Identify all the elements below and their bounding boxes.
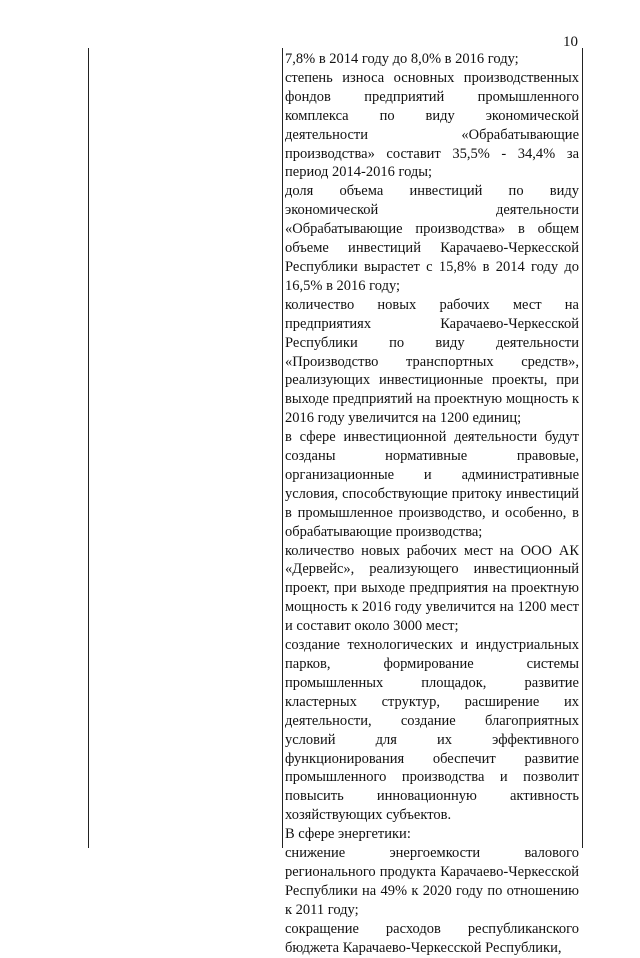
paragraph-text: снижение энергоемкости валового регионального продукта Карачаево-Черкесской Республики на 49% к 2020 году по отношению к 2011 году; [285, 845, 579, 918]
paragraph-text: сокращение расходов республиканского бюджета Карачаево-Черкесской Республики, [285, 920, 579, 956]
page-number: 10 [563, 34, 578, 50]
paragraph-text: количество новых рабочих мест на ООО АК «Дервейс», реализующего инвестиционный проект, при выходе предприятия на проектную мощность к 2016 году увеличится на 1200 мест и составит около 3000 мест; [285, 542, 579, 635]
paragraph-text: 7,8% в 2014 году до 8,0% в 2016 году; [285, 51, 519, 67]
document-table [88, 48, 583, 956]
paragraph-text: создание технологических и индустриальных парков, формирование системы промышленных площадок, развитие кластерных структур, расширение их деятельности, создание благоприятных условий для их эффективного функционирования обеспечит развитие промышленного производства и позволит повысить инновационную активность хозяйствующих субъектов. [285, 637, 579, 824]
paragraph-text: количество новых рабочих мест на предприятиях Карачаево-Черкесской Республики по виду деятельности «Производство транспортных средств», реализующих инвестиционные проекты, при выходе предприятий на проектную мощность к 2016 году увеличится на 1200 единиц; [285, 296, 579, 427]
paragraph-text: доля объема инвестиций по виду экономической деятельности «Обрабатывающие производства» в общем объеме инвестиций Карачаево-Черкесской Республики вырастет с 15,8% в 2014 году до 16,5% в 2016 году; [285, 183, 579, 294]
paragraph-text: в сфере инвестиционной деятельности будут созданы нормативные правовые, организационные и административные условия, способствующие притоку инвестиций в промышленное производство, и особенно, в обрабатывающие производства; [285, 429, 579, 540]
table-left-cell [89, 48, 283, 848]
table-right-cell [285, 50, 579, 958]
paragraph-text: степень износа основных производственных фондов предприятий промышленного комплекса по виду экономической деятельности «Обрабатывающие производства» составит 35,5% - 34,4% за период 2014-2016 годы; [285, 69, 579, 181]
section-heading: В сфере энергетики: [285, 826, 411, 843]
